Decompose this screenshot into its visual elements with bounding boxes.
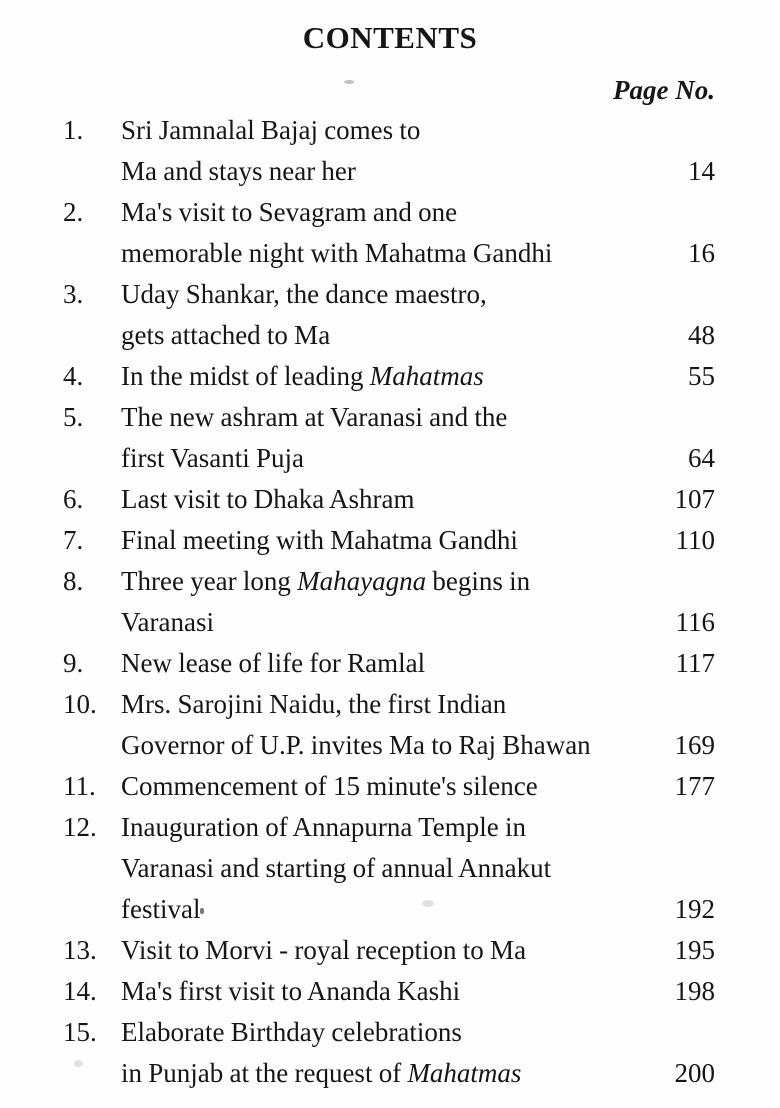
item-number: 3. [63,279,84,309]
toc-item [63,684,715,766]
item-number: 4. [63,361,84,391]
scan-artifact [74,1060,83,1067]
toc-item [63,643,715,684]
item-page-number: 16 [688,238,715,268]
toc-item [63,397,715,479]
item-title [121,930,665,971]
toc-item [63,807,715,930]
item-title [121,520,665,561]
scan-artifact [422,900,434,907]
toc-item [63,110,715,192]
toc-item [63,274,715,356]
item-page-number: 116 [675,607,715,637]
item-title [121,274,665,356]
item-number: 2. [63,197,84,227]
item-number: 1. [63,115,84,145]
item-number: 5. [63,402,84,432]
item-title-line: Commencement of 15 minute's silence [121,771,538,801]
item-number: 6. [63,484,84,514]
item-page-number: 107 [674,484,715,514]
item-page-number: 110 [675,525,715,555]
item-title [121,110,665,192]
item-title-line: In the midst of leading Mahatmas [121,361,484,391]
page-title: CONTENTS [302,20,478,55]
item-title-line: Governor of U.P. invites Ma to Raj Bhawan [121,730,591,760]
toc-item [63,766,715,807]
item-number: 7. [63,525,84,555]
item-title-line: Ma and stays near her [121,156,356,186]
toc-item [63,1012,715,1094]
item-title-line: Last visit to Dhaka Ashram [121,484,415,514]
contents-list [0,110,780,1094]
item-number: 13. [63,935,97,965]
item-title [121,971,665,1012]
item-title-line: Final meeting with Mahatma Gandhi [121,525,518,555]
item-page-number: 192 [674,894,715,924]
item-title-line: first Vasanti Puja [121,443,304,473]
item-title [121,561,665,643]
toc-item [63,930,715,971]
item-number: 9. [63,648,84,678]
item-title [121,684,665,766]
item-page-number: 64 [688,443,715,473]
item-page-number: 177 [674,771,715,801]
toc-item [63,479,715,520]
item-title [121,397,665,479]
page-no-header: Page No. [613,75,715,105]
item-number: 10. [63,689,97,719]
item-page-number: 169 [674,730,715,760]
item-title-line: Uday Shankar, the dance maestro, [121,279,487,309]
item-number: 15. [63,1017,97,1047]
item-title-line: Varanasi [121,607,214,637]
item-title [121,1012,665,1094]
item-page-number: 195 [674,935,715,965]
item-title [121,766,665,807]
item-page-number: 14 [688,156,715,186]
toc-item [63,971,715,1012]
item-number: 12. [63,812,97,842]
item-page-number: 198 [674,976,715,1006]
item-title-line: Sri Jamnalal Bajaj comes to [121,115,421,145]
item-title-line: Varanasi and starting of annual Annakut [121,853,552,883]
item-page-number: 200 [674,1058,715,1088]
item-page-number: 55 [688,361,715,391]
item-title-line: Three year long Mahayagna begins in [121,566,531,596]
toc-item [63,561,715,643]
item-number: 14. [63,976,97,1006]
item-title [121,192,665,274]
item-title [121,643,665,684]
item-title-line: memorable night with Mahatma Gandhi [121,238,553,268]
item-title [121,356,665,397]
item-number: 11. [63,771,96,801]
item-title-line: Ma's visit to Sevagram and one [121,197,458,227]
item-title-line: Ma's first visit to Ananda Kashi [121,976,461,1006]
item-title [121,479,665,520]
scan-artifact [200,908,204,914]
toc-item [63,192,715,274]
item-title-line: in Punjab at the request of Mahatmas [121,1058,522,1088]
item-title-line: Visit to Morvi - royal reception to Ma [121,935,527,965]
item-title-line: Mrs. Sarojini Naidu, the first Indian [121,689,507,719]
item-title-line: New lease of life for Ramlal [121,648,426,678]
toc-item [63,520,715,561]
item-title-line: The new ashram at Varanasi and the [121,402,508,432]
item-title-line: festival [121,894,201,924]
item-title-line: Inauguration of Annapurna Temple in [121,812,527,842]
item-title-line: Elaborate Birthday celebrations [121,1017,462,1047]
toc-item [63,356,715,397]
item-page-number: 117 [675,648,715,678]
item-title-line: gets attached to Ma [121,320,331,350]
item-number: 8. [63,566,84,596]
scan-artifact [344,80,354,84]
item-page-number: 48 [688,320,715,350]
